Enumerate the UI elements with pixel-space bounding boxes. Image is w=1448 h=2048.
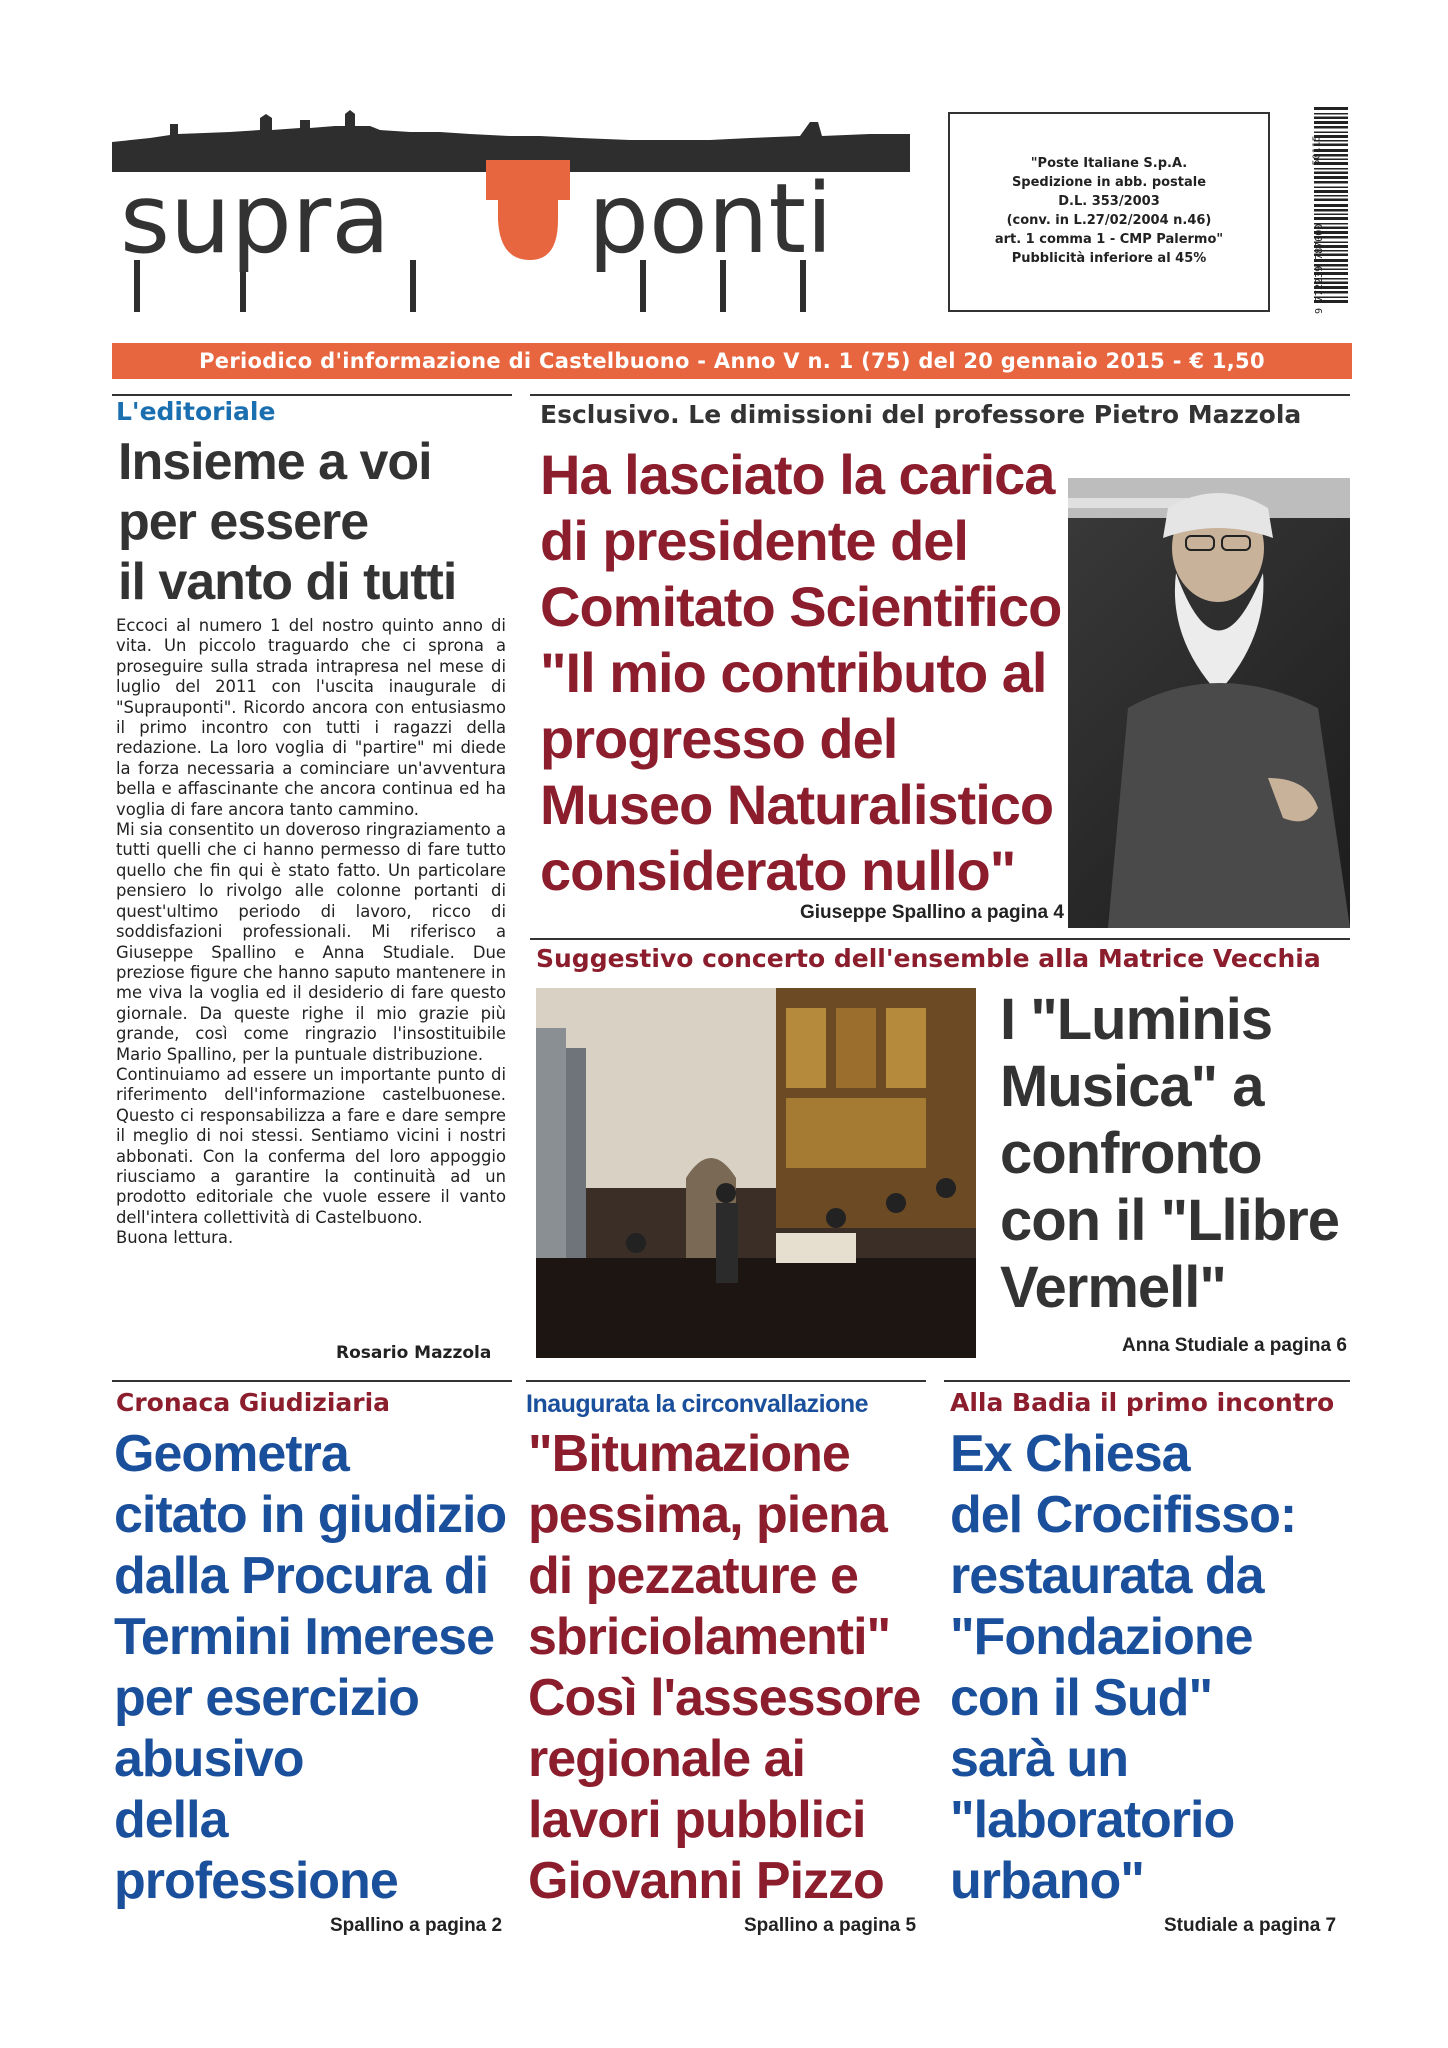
concert-photo (536, 988, 976, 1358)
divider (944, 1380, 1350, 1382)
story-credit: Spallino a pagina 2 (330, 1915, 503, 1936)
divider (112, 1380, 512, 1382)
divider (112, 394, 512, 396)
story-kicker: Inaugurata la circonvallazione (526, 1390, 869, 1418)
story-title: Geometra citato in giudizio dalla Procura di Termini Imerese per esercizio abusivo della professione (114, 1425, 507, 1910)
barcode-issue: 50115 (1311, 135, 1323, 166)
divider (530, 394, 1350, 396)
story-credit: Spallino a pagina 5 (744, 1915, 917, 1936)
logo-right: ponti (588, 163, 833, 275)
postal-line: art. 1 comma 1 - CMP Palermo" (994, 232, 1224, 247)
masthead-logo (110, 110, 910, 315)
editorial-body (116, 616, 506, 1249)
postal-line: Spedizione in abb. postale (1011, 175, 1207, 190)
paragraph: Buona lettura. (116, 1228, 234, 1248)
story-kicker: Cronaca Giudiziaria (116, 1388, 391, 1417)
concert-title: I "Luminis Musica" a confronto con il "Llibre Vermell" (1000, 987, 1339, 1320)
story-kicker: Alla Badia il primo incontro (950, 1388, 1335, 1417)
concert-kicker: Suggestivo concerto dell'ensemble alla Matrice Vecchia (536, 944, 1321, 973)
paragraph: Eccoci al numero 1 del nostro quinto anno di vita. Un piccolo traguardo che ci sprona a proseguire sulla strada intrapresa nel mese di luglio del 2011 con l'uscita inaugurale di "Suprauponti". Ricordo ancora con entusiasmo il primo incontro con tutti i ragazzi della redazione. La loro voglia di "partire" mi diede la forza necessaria a cominciare un'avventura bella e affascinante che ancora continua ed ha voglia di fare ancora tanto cammino. (116, 616, 506, 819)
lead-credit: Giuseppe Spallino a pagina 4 (800, 902, 1064, 923)
paragraph: Mi sia consentito un doveroso ringraziamento a tutti quelli che ci hanno permesso di fare tutto quello che fin qui è stato fatto. Un particolare pensiero lo rivolgo alle colonne portanti di quest'ultimo periodo di lavoro, ricco di soddisfazioni professionali. Mi riferisco a Giuseppe Spallino e Anna Studiale. Due preziose figure che hanno saputo mantenere in me viva la voglia ed il desiderio di fare questo giornale. Da queste righe il mio grazie più grande, così come ringrazio l'insostituibile Mario Spallino, per la puntuale distribuzione. (116, 820, 506, 1064)
editorial-author: Rosario Mazzola (336, 1343, 492, 1363)
editorial-title: Insieme a voi per essere il vanto di tutti (118, 433, 457, 611)
lead-kicker: Esclusivo. Le dimissioni del professore Pietro Mazzola (540, 400, 1302, 429)
postal-line: D.L. 353/2003 (1058, 194, 1160, 209)
logo-left: supra (120, 163, 391, 275)
postal-line: "Poste Italiane S.p.A. (1030, 156, 1188, 171)
lead-title: Ha lasciato la carica di presidente del Comitato Scientifico "Il mio contributo al progresso del Museo Naturalistico considerato nullo" (540, 443, 1062, 902)
divider (526, 1380, 926, 1382)
barcode (1300, 105, 1350, 320)
story-credit: Studiale a pagina 7 (1164, 1915, 1337, 1936)
paragraph: Continuiamo ad essere un importante punto di riferimento dell'informazione castelbuonese. Questo ci responsabilizza a fare e dare sempre il meglio di noi stessi. Sentiamo vicini i nostri abbonati. Con la conferma del loro appoggio riusciamo a garantire la continuità ad un prodotto editoriale che vuole essere il vanto dell'intera collettività di Castelbuono. (116, 1064, 506, 1227)
skyline-illustration (110, 110, 910, 315)
issue-subtitle: Periodico d'informazione di Castelbuono - Anno V n. 1 (75) del 20 gennaio 2015 - € 1,50 (112, 343, 1352, 379)
portrait-photo (1068, 478, 1350, 928)
divider (530, 938, 1350, 940)
editorial-kicker: L'editoriale (116, 397, 276, 426)
postal-info-box (948, 112, 1270, 312)
story-title: Ex Chiesa del Crocifisso: restaurata da "Fondazione con il Sud" sarà un "laboratorio urbano" (950, 1425, 1297, 1910)
concert-credit: Anna Studiale a pagina 6 (1122, 1335, 1347, 1356)
story-title: "Bitumazione pessima, piena di pezzature e sbriciolamenti" Così l'assessore regionale ai lavori pubblici Giovanni Pizzo (528, 1425, 921, 1910)
postal-line: Pubblicità inferiore al 45% (1011, 251, 1207, 266)
barcode-number: 9 772239 787000 (1314, 223, 1325, 314)
postal-line: (conv. in L.27/02/2004 n.46) (1006, 213, 1212, 228)
